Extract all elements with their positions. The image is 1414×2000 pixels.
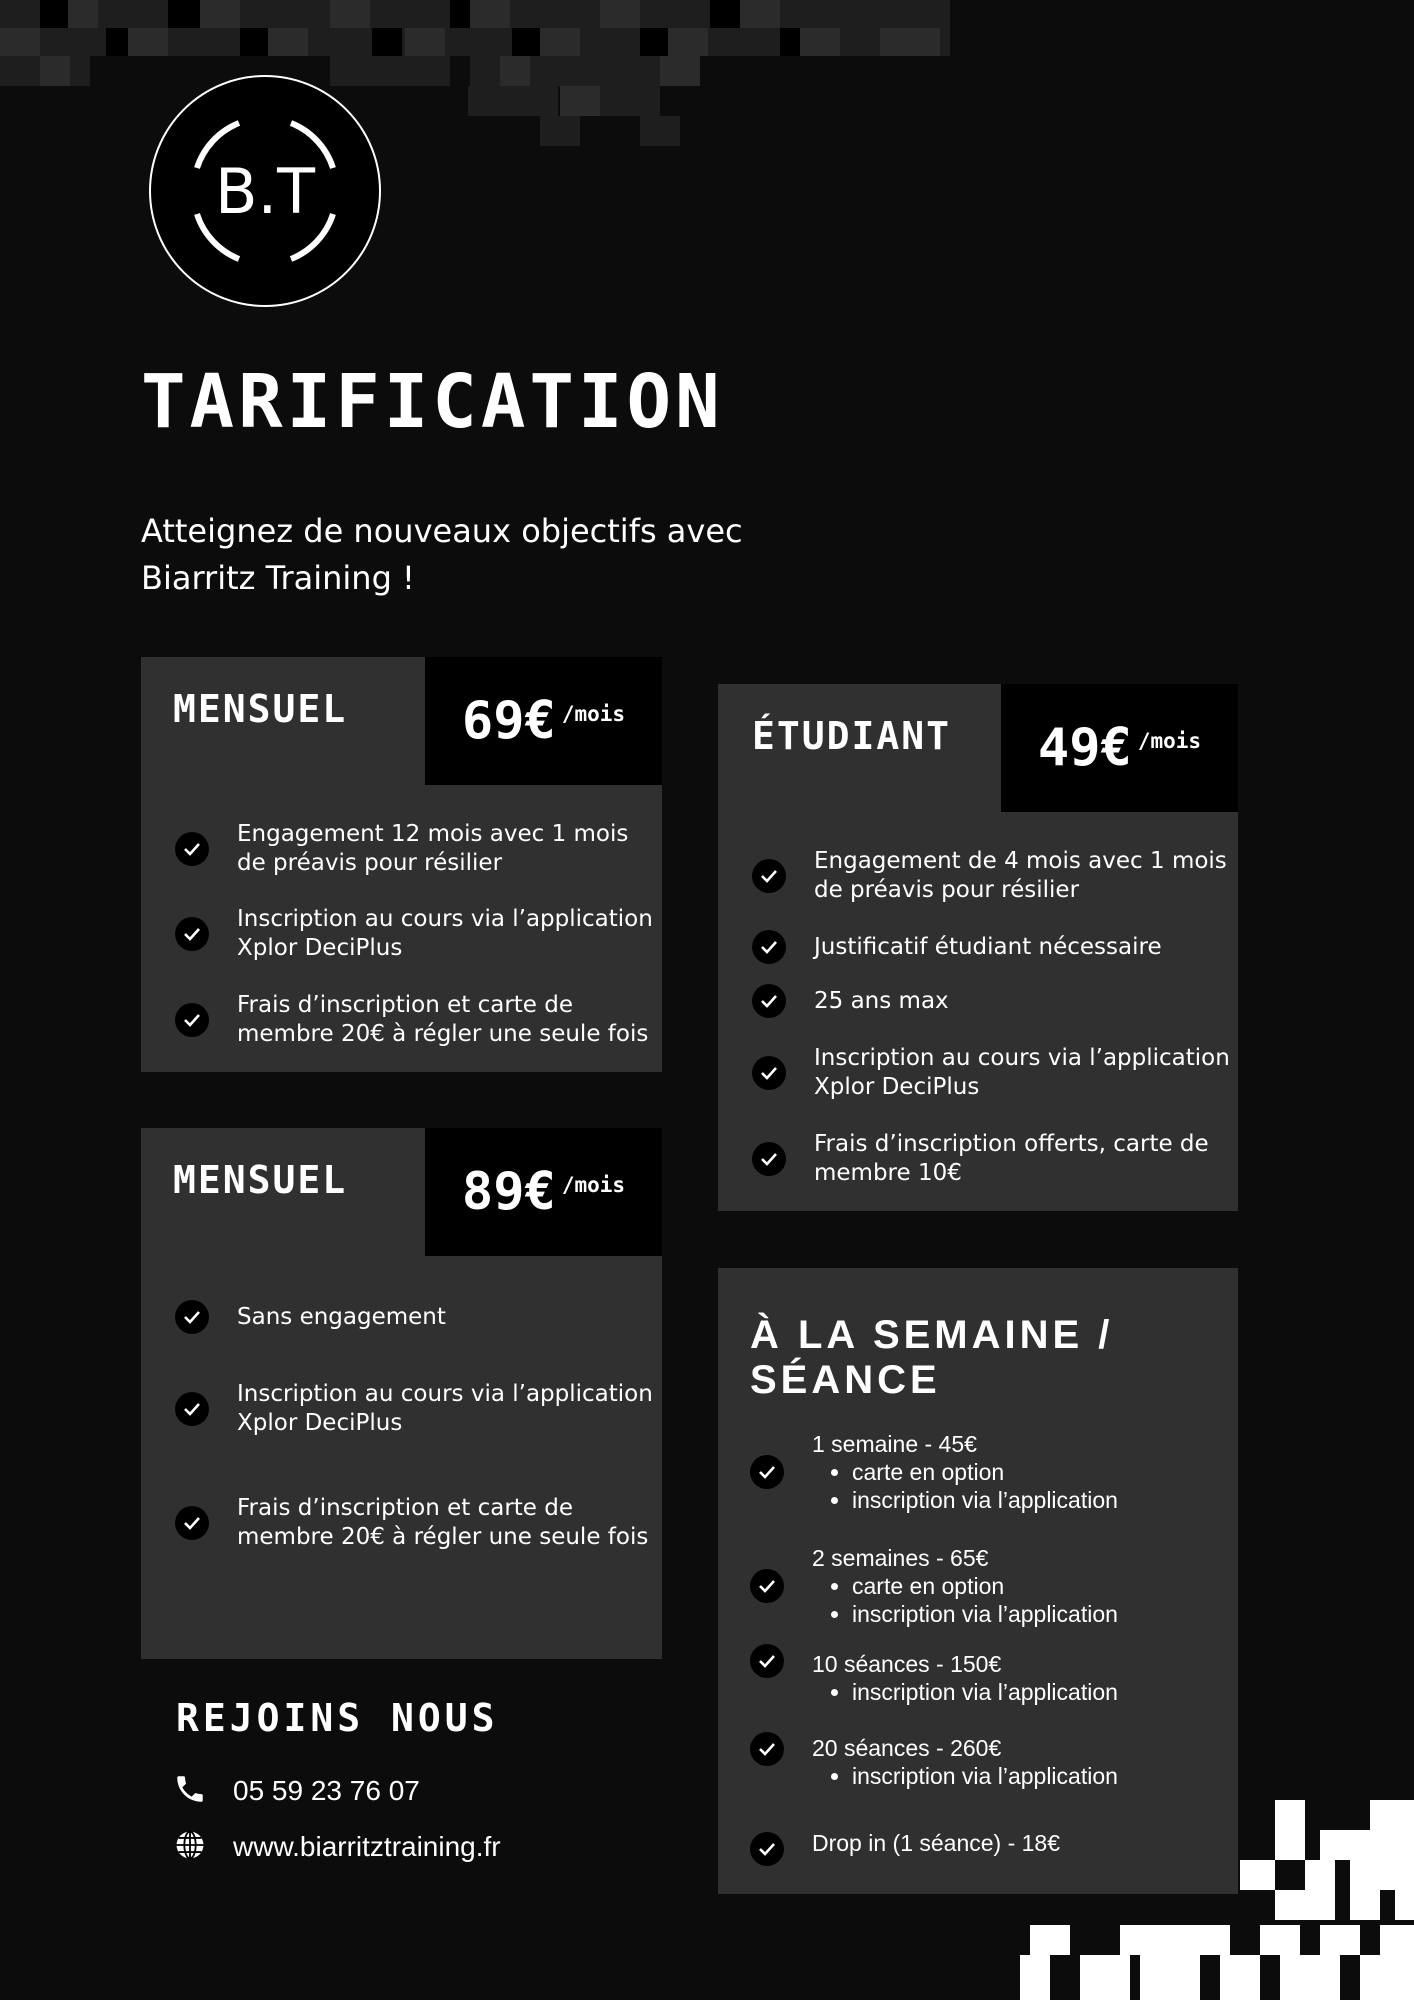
weekly-title: À LA SEMAINE / SÉANCE xyxy=(750,1313,1114,1402)
feature-item: Frais d’inscription offerts, carte de membre 10€ xyxy=(752,1130,1209,1188)
logo xyxy=(147,73,383,309)
check-icon xyxy=(175,917,209,951)
price-box xyxy=(425,657,662,785)
plan-name: MENSUEL xyxy=(173,1158,348,1202)
website-contact[interactable] xyxy=(173,1828,501,1866)
phone-contact[interactable] xyxy=(173,1772,420,1810)
weekly-item: Drop in (1 séance) - 18€ xyxy=(750,1832,1060,1866)
price-box xyxy=(1001,684,1238,812)
page-title: TARIFICATION xyxy=(141,359,724,445)
price-box xyxy=(425,1128,662,1256)
join-title: REJOINS NOUS xyxy=(176,1696,499,1740)
phone-number[interactable]: 05 59 23 76 07 xyxy=(233,1775,420,1806)
price-amount: 49€ xyxy=(1037,718,1132,778)
price-amount: 89€ xyxy=(461,1162,556,1222)
price-unit: /mois xyxy=(561,1173,626,1197)
svg-text:B.T: B.T xyxy=(214,155,316,228)
check-icon xyxy=(175,1003,209,1037)
check-icon xyxy=(750,1832,784,1866)
check-icon xyxy=(750,1455,784,1489)
feature-item: Inscription au cours via l’application Xplor DeciPlus xyxy=(175,905,653,963)
check-icon xyxy=(752,984,786,1018)
weekly-item: 1 semaine - 45€ • carte en option • inscription via l’application xyxy=(750,1430,1118,1514)
subtitle: Atteignez de nouveaux objectifs avec Biarritz Training ! xyxy=(141,512,743,597)
website-link[interactable]: www.biarritztraining.fr xyxy=(233,1831,501,1862)
feature-item: 25 ans max xyxy=(752,984,949,1018)
phone-icon xyxy=(173,1772,207,1810)
check-icon xyxy=(175,1506,209,1540)
weekly-item: 2 semaines - 65€ • carte en option • inscription via l’application xyxy=(750,1544,1118,1628)
check-icon xyxy=(752,930,786,964)
feature-item: Frais d’inscription et carte de membre 20€ à régler une seule fois xyxy=(175,991,648,1049)
feature-item: Engagement 12 mois avec 1 mois de préavis pour résilier xyxy=(175,820,628,878)
plan-card-mensuel-69 xyxy=(141,657,662,1072)
feature-item: Justificatif étudiant nécessaire xyxy=(752,930,1162,964)
plan-name: ÉTUDIANT xyxy=(752,714,952,758)
pixel-pattern-top xyxy=(0,0,960,160)
price-amount: 69€ xyxy=(461,691,556,751)
globe-icon xyxy=(173,1828,207,1866)
plan-card-mensuel-89 xyxy=(141,1128,662,1659)
check-icon xyxy=(752,1142,786,1176)
feature-item: Sans engagement xyxy=(175,1300,446,1334)
check-icon xyxy=(750,1569,784,1603)
weekly-item: 10 séances - 150€ • inscription via l’application xyxy=(750,1644,1118,1706)
feature-item: Inscription au cours via l’application Xplor DeciPlus xyxy=(752,1044,1230,1102)
feature-item: Frais d’inscription et carte de membre 20€ à régler une seule fois xyxy=(175,1494,648,1552)
check-icon xyxy=(175,1392,209,1426)
check-icon xyxy=(175,1300,209,1334)
check-icon xyxy=(752,859,786,893)
logo-ring-icon xyxy=(147,73,383,309)
feature-item: Engagement de 4 mois avec 1 mois de préavis pour résilier xyxy=(752,847,1227,905)
weekly-item: 20 séances - 260€ • inscription via l’application xyxy=(750,1732,1118,1790)
check-icon xyxy=(750,1732,784,1766)
feature-item: Inscription au cours via l’application Xplor DeciPlus xyxy=(175,1380,653,1438)
check-icon xyxy=(175,832,209,866)
price-unit: /mois xyxy=(1137,729,1202,753)
price-unit: /mois xyxy=(561,702,626,726)
plan-name: MENSUEL xyxy=(173,687,348,731)
check-icon xyxy=(752,1056,786,1090)
check-icon xyxy=(750,1644,784,1678)
plan-card-etudiant xyxy=(718,684,1238,1211)
weekly-card xyxy=(718,1268,1238,1894)
